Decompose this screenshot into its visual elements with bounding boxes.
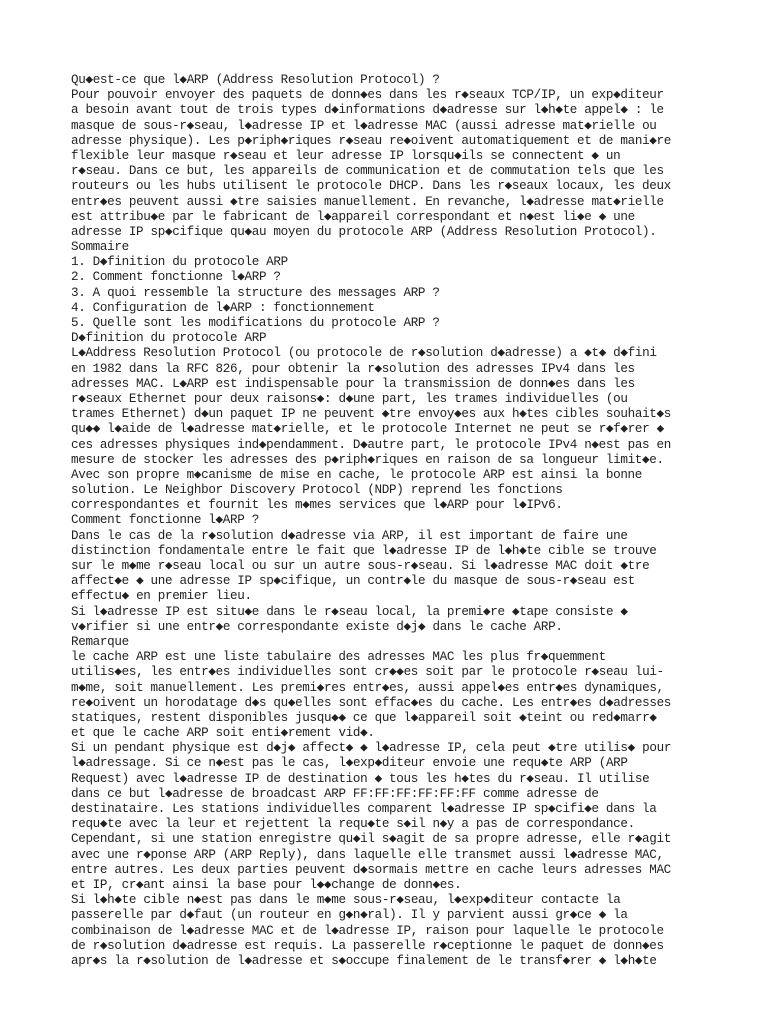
text-line: requ◆te avec la leur et rejettent la requ◆te s◆il n◆y a pas de correspondance. — [71, 817, 635, 832]
text-line: D◆finition du protocole ARP — [71, 331, 267, 346]
text-line: adresses MAC. L◆ARP est indispensable pour la transmission de donn◆es dans les — [71, 376, 635, 391]
text-line: de r◆solution d◆adresse est requis. La passerelle r◆ceptionne le paquet de donn◆es — [71, 938, 664, 953]
text-line: et que le cache ARP soit enti◆rement vid◆. — [71, 726, 375, 741]
text-line: correspondantes et fournit les m◆mes services que l◆ARP pour l◆IPv6. — [71, 498, 563, 513]
text-line: Si un pendant physique est d◆j◆ affect◆ ◆ l◆adresse IP, cela peut ◆tre utilis◆ pour — [71, 741, 672, 756]
text-line: 3. A quoi ressemble la structure des messages ARP ? — [71, 285, 440, 300]
text-line: r◆seau. Dans ce but, les appareils de communication et de commutation tels que les — [71, 164, 664, 179]
text-line: L◆Address Resolution Protocol (ou protocole de r◆solution d◆adresse) a ◆t◆ d◆fini — [71, 346, 657, 361]
text-line: trames Ethernet) d◆un paquet IP ne peuvent ◆tre envoy◆es aux h◆tes cibles souhait◆s — [71, 407, 672, 422]
text-line: 5. Quelle sont les modifications du protocole ARP ? — [71, 316, 440, 330]
text-line: Request) avec l◆adresse IP de destination ◆ tous les h◆tes du r◆seau. Il utilise — [71, 771, 650, 786]
text-line: routeurs ou les hubs utilisent le protocole DHCP. Dans les r◆seaux locaux, les deux — [71, 179, 671, 194]
text-line: utilis◆es, les entr◆es individuelles sont cr◆◆es soit par le protocole r◆seau lui- — [71, 665, 664, 680]
text-line: adresse IP sp◆cifique qu◆au moyen du protocole ARP (Address Resolution Protocol). — [71, 224, 657, 239]
text-line: masque de sous-r◆seau, l◆adresse IP et l◆adresse MAC (aussi adresse mat◆rielle ou — [71, 118, 657, 133]
text-line: dans ce but l◆adresse de broadcast ARP FF:FF:FF:FF:FF:FF comme adresse de — [71, 786, 599, 801]
text-line: l◆adressage. Si ce n◆est pas le cas, l◆exp◆diteur envoie une requ◆te ARP (ARP — [71, 756, 628, 771]
text-line: mesure de stocker les adresses des p◆riph◆riques en raison de sa longueur limit◆e. — [71, 452, 664, 467]
text-line: et IP, cr◆ant ainsi la base pour l◆◆change de donn◆es. — [71, 877, 462, 892]
text-line: 2. Comment fonctionne l◆ARP ? — [71, 270, 281, 285]
text-line: statiques, restent disponibles jusqu◆◆ ce que l◆appareil soit ◆teint ou red◆marr◆ — [71, 710, 657, 725]
text-line: effectu◆ en premier lieu. — [71, 589, 252, 604]
text-line: Pour pouvoir envoyer des paquets de donn◆es dans les r◆seaux TCP/IP, un exp◆diteur — [71, 88, 664, 103]
text-line: sur le m◆me r◆seau local ou sur un autre sous-r◆seau. Si l◆adresse MAC doit ◆tre — [71, 559, 650, 573]
text-line: 4. Configuration de l◆ARP : fonctionnement — [71, 300, 375, 315]
text-line: Avec son propre m◆canisme de mise en cache, le protocole ARP est ainsi la bonne — [71, 467, 642, 482]
text-line: re◆oivent un horodatage d◆s qu◆elles sont effac◆es du cache. Les entr◆es d◆adresses — [71, 695, 672, 710]
text-line: destinataire. Les stations individuelles comparent l◆adresse IP sp◆cifi◆e dans la — [71, 802, 657, 816]
text-line: entr◆es peuvent aussi ◆tre saisies manuellement. En revanche, l◆adresse mat◆rielle — [71, 194, 664, 209]
text-line: Si l◆adresse IP est situ◆e dans le r◆seau local, la premi◆re ◆tape consiste ◆ — [71, 604, 628, 619]
text-line: solution. Le Neighbor Discovery Protocol (NDP) reprend les fonctions — [71, 483, 563, 498]
text-line: est attribu◆e par le fabricant de l◆appareil correspondant et n◆est li◆e ◆ une — [71, 209, 635, 224]
text-line: 1. D◆finition du protocole ARP — [71, 255, 288, 270]
text-line: Si l◆h◆te cible n◆est pas dans le m◆me sous-r◆seau, l◆exp◆diteur contacte la — [71, 893, 621, 908]
text-line: flexible leur masque r◆seau et leur adresse IP lorsqu◆ils se connectent ◆ un — [71, 148, 621, 163]
text-line: le cache ARP est une liste tabulaire des adresses MAC les plus fr◆quemment — [71, 650, 606, 665]
text-line: Cependant, si une station enregistre qu◆il s◆agit de sa propre adresse, elle r◆agit — [71, 832, 671, 847]
text-line: Sommaire — [71, 240, 129, 255]
text-line: adresse physique). Les p◆riph◆riques r◆seau re◆oivent automatiquement et de mani◆re — [71, 133, 672, 148]
text-line: avec une r◆ponse ARP (ARP Reply), dans laquelle elle transmet aussi l◆adresse MAC, — [71, 847, 664, 862]
document-body — [71, 73, 701, 969]
text-line: ces adresses physiques ind◆pendamment. D◆autre part, le protocole IPv4 n◆est pas en — [71, 437, 671, 452]
text-line: combinaison de l◆adresse MAC et de l◆adresse IP, raison pour laquelle le protocole — [71, 923, 664, 938]
text-line: passerelle par d◆faut (un routeur en g◆n◆ral). Il y parvient aussi gr◆ce ◆ la — [71, 908, 628, 923]
text-line: a besoin avant tout de trois types d◆informations d◆adresse sur l◆h◆te appel◆ : le — [71, 103, 664, 118]
text-line: Comment fonctionne l◆ARP ? — [71, 513, 259, 528]
text-line: apr◆s la r◆solution de l◆adresse et s◆occupe finalement de le transf◆rer ◆ l◆h◆te — [71, 953, 657, 968]
text-line: distinction fondamentale entre le fait que l◆adresse IP de l◆h◆te cible se trouve — [71, 543, 657, 558]
text-line: qu◆◆ l◆aide de l◆adresse mat◆rielle, et le protocole Internet ne peut se r◆f◆rer ◆ — [71, 422, 664, 437]
text-line: Dans le cas de la r◆solution d◆adresse via ARP, il est important de faire une — [71, 528, 628, 543]
text-line: Qu◆est-ce que l◆ARP (Address Resolution Protocol) ? — [71, 73, 440, 87]
text-line: en 1982 dans la RFC 826, pour obtenir la r◆solution des adresses IPv4 dans les — [71, 361, 635, 376]
text-line: v◆rifier si une entr◆e correspondante existe d◆j◆ dans le cache ARP. — [71, 619, 563, 634]
text-line: m◆me, soit manuellement. Les premi◆res entr◆es, aussi appel◆es entr◆es dynamiques, — [71, 680, 664, 695]
text-line: r◆seaux Ethernet pour deux raisons◆: d◆une part, les trames individuelles (ou — [71, 391, 628, 406]
text-line: entre autres. Les deux parties peuvent d◆sormais mettre en cache leurs adresses MAC — [71, 862, 671, 877]
text-line: affect◆e ◆ une adresse IP sp◆cifique, un contr◆le du masque de sous-r◆seau est — [71, 574, 635, 589]
text-line: Remarque — [71, 634, 129, 649]
